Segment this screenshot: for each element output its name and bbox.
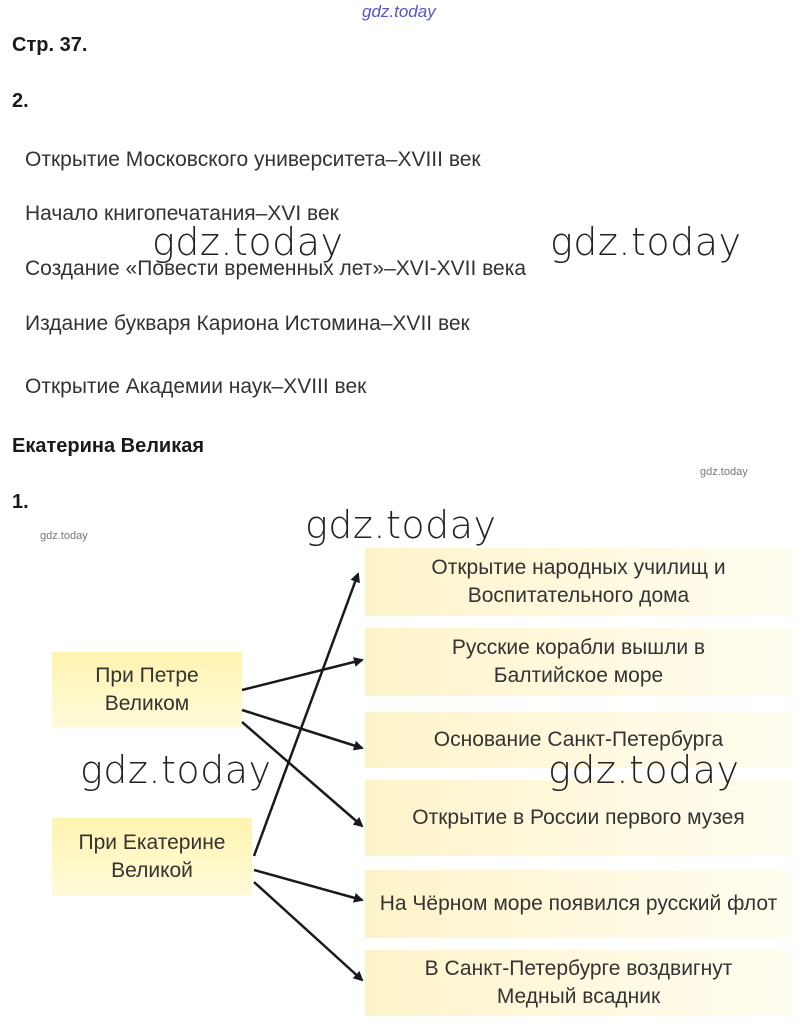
event-label: Основание Санкт-Петербурга bbox=[433, 728, 724, 751]
watermark-large: gdz.today bbox=[548, 748, 740, 792]
section-title: Екатерина Великая bbox=[12, 435, 205, 457]
event-label: Русские корабли вышли в Балтийское море bbox=[451, 636, 706, 687]
watermark-small: gdz.today bbox=[700, 466, 748, 478]
ruler-label: При Петре Великом bbox=[95, 664, 199, 715]
page-heading: Стр. 37. bbox=[12, 34, 88, 56]
watermark-large: gdz.today bbox=[80, 748, 272, 792]
task-1-number: 1. bbox=[12, 491, 29, 513]
watermark-large: gdz.today bbox=[305, 503, 497, 547]
watermark-small: gdz.today bbox=[40, 530, 88, 542]
event-label: На Чёрном море появился русский флот bbox=[379, 892, 778, 915]
task-2-item: Создание «Повести временных лет»–XVI-XVII века bbox=[25, 257, 527, 280]
task-2-item: Открытие Московского университета–XVIII век bbox=[25, 148, 481, 171]
task-2-item: Открытие Академии наук–XVIII век bbox=[25, 375, 367, 398]
arrow-catherine-schools bbox=[254, 574, 358, 856]
event-label: Открытие народных училищ и Воспитательного дома bbox=[431, 556, 726, 607]
event-label: Открытие в России первого музея bbox=[412, 806, 745, 829]
task-2-number: 2. bbox=[12, 90, 29, 112]
event-label: В Санкт-Петербурге воздвигнут Медный всадник bbox=[424, 957, 733, 1008]
arrow-peter-baltic bbox=[242, 660, 362, 690]
watermark-large: gdz.today bbox=[550, 220, 742, 264]
arrow-peter-museum bbox=[242, 722, 362, 826]
task-2-item: Начало книгопечатания–XVI век bbox=[25, 202, 339, 225]
task-2-item: Издание букваря Кариона Истомина–XVII век bbox=[25, 312, 470, 335]
watermark-top: gdz.today bbox=[362, 2, 436, 21]
watermark-large: gdz.today bbox=[152, 220, 344, 264]
ruler-label: При Екатерине Великой bbox=[78, 831, 226, 882]
